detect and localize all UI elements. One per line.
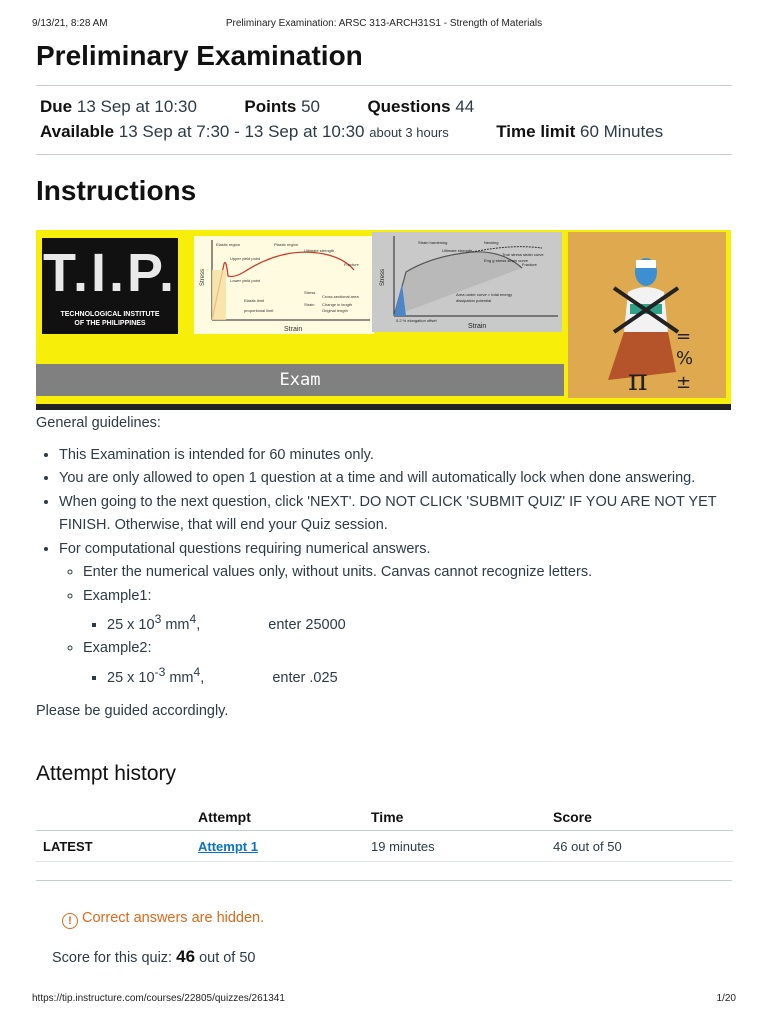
chart2-label: dissipation potential [456, 298, 492, 303]
column-header: Attempt [191, 803, 364, 831]
due-value: 13 Sep at 10:30 [76, 97, 197, 116]
svg-text:=: = [676, 326, 692, 347]
example1-list [83, 608, 736, 637]
chart1-label: Elastic limit [244, 298, 265, 303]
example2-list [83, 661, 736, 690]
guideline-item: • This Examination is intended for 60 minutes only. [59, 444, 736, 468]
exam-banner [36, 230, 731, 410]
column-header: Time [364, 803, 546, 831]
chart1-label: Fracture [344, 262, 359, 267]
divider [36, 85, 732, 86]
guidelines-closing: Please be guided accordingly. [36, 703, 229, 720]
attempt-history-table [36, 803, 733, 862]
ex2-exp: -3 [154, 664, 166, 679]
guidelines-heading: General guidelines: [36, 415, 161, 431]
logo-sub1: TECHNOLOGICAL INSTITUTE [60, 311, 160, 318]
chart2-xlabel: Strain [468, 323, 487, 330]
example1-item [107, 608, 736, 637]
available-duration: about 3 hours [369, 125, 449, 140]
column-header [36, 803, 191, 831]
chart1-label: Cross-sectional area [322, 294, 359, 299]
attempt-tag: LATEST [36, 831, 191, 862]
attempt-1-link[interactable]: Attempt 1 [198, 838, 258, 854]
instructions-heading: Instructions [36, 175, 197, 206]
chart1-label: Strain [304, 302, 315, 307]
chart2-label: Strain hardening [418, 240, 448, 245]
guideline-sublist [59, 561, 736, 690]
ex1-comma: , [196, 616, 201, 633]
chart2-label: Eng g stress strain curve [484, 258, 529, 263]
ex1-exp: 3 [154, 612, 162, 626]
chart2-label: True stress strain curve [502, 252, 544, 257]
banner-divider [36, 404, 731, 410]
score-suffix: out of 50 [199, 950, 256, 966]
ex2-unit: mm [165, 669, 194, 686]
stress-strain-diagram-2 [372, 232, 562, 332]
chart1-label: Lower yield point [230, 278, 261, 283]
logo-subtitle [42, 310, 178, 328]
chart1-label: Ultimate strength [304, 248, 335, 253]
guideline-subitem [83, 637, 736, 690]
questions-label: Questions [367, 97, 451, 116]
ex1-unit-exp: 4 [189, 612, 197, 626]
ex2-comma: , [200, 669, 205, 686]
table-header-row [36, 803, 733, 831]
points-label: Points [244, 97, 297, 116]
time-limit-value: 60 Minutes [580, 122, 664, 141]
print-page-number: 1/20 [716, 993, 736, 1004]
chart2-label: Necking [484, 240, 499, 245]
chart2-label: 0.2 % elongation offset [396, 318, 437, 323]
chart1-label: Elastic region [216, 242, 241, 247]
chart1-label: Upper yield point [230, 256, 261, 261]
chart1-ylabel: Stress [200, 268, 206, 286]
points-value: 50 [301, 97, 320, 116]
attempt-score: 46 out of 50 [546, 831, 733, 862]
chart1-xlabel: Strain [284, 326, 303, 333]
exam-strip: Exam [36, 364, 564, 396]
svg-text:π: π [628, 363, 648, 398]
print-timestamp: 9/13/21, 8:28 AM [32, 18, 108, 29]
ex2-unit-exp: 4 [193, 664, 201, 679]
table-row [36, 831, 733, 862]
print-footer [32, 993, 736, 1004]
stress-strain-diagram-1 [194, 236, 374, 334]
print-header [32, 18, 736, 32]
page-title: Preliminary Examination [36, 40, 363, 71]
chart1-label: Original length [322, 308, 348, 313]
print-url: https://tip.instructure.com/courses/22805/quizzes/261341 [32, 993, 285, 1004]
svg-text:%: % [676, 348, 694, 369]
guideline-subitem [83, 585, 736, 638]
time-limit-label: Time limit [496, 122, 576, 141]
available-value: 13 Sep at 7:30 - 13 Sep at 10:30 [118, 122, 365, 141]
score-prefix: Score for this quiz: [52, 950, 173, 966]
guideline-subitem: ◦ Enter the numerical values only, without units. Canvas cannot recognize letters. [83, 561, 736, 585]
warning-icon: ! [62, 913, 78, 929]
hidden-answers-notice [62, 910, 264, 929]
chart1-label: Stress [304, 290, 316, 295]
chart2-ylabel: Stress [380, 268, 386, 286]
due-label: Due [40, 97, 73, 116]
divider [36, 880, 732, 881]
tip-logo [42, 238, 178, 334]
example2-label: Example2: [83, 640, 152, 657]
ex2-base: 25 x 10 [107, 669, 155, 686]
guideline-item-text: For computational questions requiring numerical answers. [59, 540, 431, 557]
ex1-enter: enter 25000 [268, 616, 346, 633]
svg-text:±: ± [676, 372, 692, 393]
quiz-score [52, 947, 256, 967]
logo-letters: T.I.P. [42, 243, 178, 303]
guideline-item: • When going to the next question, click 'NEXT'. DO NOT CLICK 'SUBMIT QUIZ' IF YOU ARE NOT YET FINISH. Otherwise, that will end your Quiz session. [59, 491, 736, 538]
general-guidelines [36, 412, 736, 724]
divider [36, 154, 732, 155]
guideline-item: • You are only allowed to open 1 question at a time and will automatically lock when done answering. [59, 467, 736, 491]
chart1-label: proportional limit [244, 308, 274, 313]
egyptian-figure-icon [568, 232, 726, 398]
logo-sub2: OF THE PHILIPPINES [74, 320, 146, 327]
example1-label: Example1: [83, 587, 152, 604]
print-title: Preliminary Examination: ARSC 313-ARCH31S1 - Strength of Materials [225, 18, 543, 29]
guideline-item [59, 538, 736, 691]
guidelines-list [36, 444, 736, 691]
quiz-meta-row2 [40, 122, 663, 142]
attempt-cell [191, 831, 364, 862]
notice-text: Correct answers are hidden. [82, 910, 265, 926]
ex2-enter: enter .025 [272, 669, 338, 686]
ex1-base: 25 x 10 [107, 616, 155, 633]
column-header: Score [546, 803, 733, 831]
available-label: Available [40, 122, 115, 141]
attempt-time: 19 minutes [364, 831, 546, 862]
questions-value: 44 [455, 97, 475, 116]
chart2-label: Fracture [522, 262, 537, 267]
chart2-label: Ultimate strength [442, 248, 473, 253]
attempt-history-heading: Attempt history [36, 762, 177, 785]
quiz-meta-row1 [40, 97, 474, 117]
chart1-label: Change in length [322, 302, 353, 307]
example2-item [107, 661, 736, 690]
chart2-label: Area under curve = total energy [456, 292, 513, 297]
chart1-label: Plastic region [274, 242, 299, 247]
ex1-unit: mm [161, 616, 190, 633]
score-value: 46 [176, 947, 196, 966]
